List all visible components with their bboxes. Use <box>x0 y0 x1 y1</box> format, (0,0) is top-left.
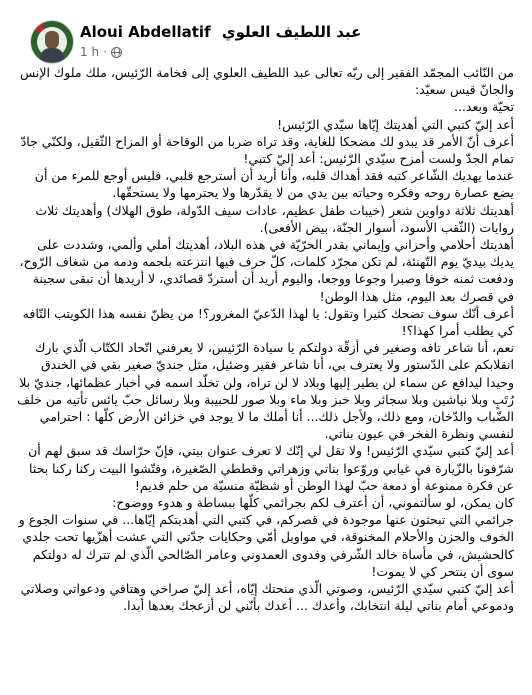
post-paragraph: أعرف أنّ الأمر قد يبدو لك مضحكا للغاية، وقد تراه ضربا من الوقاحة أو المزاح الثّقيل، ولكنّي جادّ تمام الجدّ ولست أمزح سيّدي الرّئيس: أعد إليّ كتبي! <box>20 133 514 167</box>
post-paragraph: كان يمكن، لو سألتموني، أن أعترف لكم بجرائمي كلّها ببساطة و هدوء ووضوح: <box>112 495 514 511</box>
post-paragraph: تحيّة وبعد... <box>453 99 514 115</box>
post-header <box>10 8 522 64</box>
globe-icon <box>111 47 122 58</box>
author-name-row[interactable] <box>80 23 367 41</box>
post-paragraph: أهديتك ثلاثة دواوين شعر (خيبات طفل عظيم، عادات سيف الدّولة، طوق الهلاك) وأهديتك ثلاث روايات (الثّقب الأسود، أسوار الجنّة، بيض الأفعى). <box>35 202 514 235</box>
post-paragraph: نعم، أنا شاعر تافه وصغير في أزقّة دولتكم يا سيادة الرّئيس، لا يعرفني اتّحاد الكتّاب الّذي بارك انقلابكم على الدّستور ولا يعترف بي، أنا شاعر فقير وضئيل، مثل جنديّ صغير بقي في الخندق وحيدا ليدافع عن سماء لن يطير إليها وبلاد لا لن تراه، ولن تخلّد اسمه في أخبار عظمائها، جنديّ بلا رُتَبٍ وبلا نياشين وبلا سجائر وبلا خبز وبلا ماء وبلا صور للحبيبة وبلا رسائل حبّ يائس تأتيه من خلف الضّباب والدّخان، ومع ذلك، ولأجل ذلك... أنا أملك ما لا يوجد في خزائن الأرض كلّها : احترامي لنفسي ونظرة الفخر في عيون بناتي. <box>17 340 514 442</box>
post-body <box>10 64 522 615</box>
post-timestamp[interactable]: 1 h <box>80 45 100 59</box>
post-paragraph: جرائمي التي تبحثون عنها موجودة في قصركم، في كتبي التي أهديتكم إيّاها... في سنوات الجوع و الخوف والحزن والأحلام المخنوقة، في مواويل أمّي وحكايات جدّتي التي عشت أهزّيها تحت جلدي كالحشيش، في مأساة خالد الشّرفي وفدوى العمدوني وعامر الصّالحي الّذي لم تترك له دولتكم سوى أن ينتحر كي لا يموت! <box>18 512 514 579</box>
post-paragraph: عندما يهديك الشّاعر كتبه فقد أهداك قلبه، وأنا أريد أن أسترجع قلبي، فليس أوجع للمرء من أن يضع عصارة روحه وفكره وحياته بين يدي من لا يقدّرها ولا يحترمها ولا يستحقّها. <box>34 168 514 201</box>
author-name-arabic[interactable]: عبد اللطيف العلوي <box>221 23 362 41</box>
post-meta: 1 h · <box>80 45 122 59</box>
post-paragraph: أعد إليّ كتبي التي أهديتك إيّاها سيّدي الرّئيس! <box>277 116 514 132</box>
post-paragraph: من النّائب المجمّد الفقير إلى ربّه تعالى عبد اللطيف العلوي إلى فخامة الرّئيس، ملك ملوك الإنس والجانّ قيس سعيّد: <box>19 65 514 98</box>
post-paragraph: أعرف أنّك سوف تضحك كثيرا وتقول: يا لهذا الدّعيّ المغرور؟! من يظنّ نفسه هذا الكويتب التّافه كي يطلب أمرا كهذا؟! <box>22 305 514 339</box>
post-paragraph: أعد إليّ كتبي سيّدي الرّئيس! ولا تقل لي إنّك لا تعرف عنوان بيتي، فإنّ حرّاسك قد سبق لهم أن شرّفونا بالزّيارة في غيابي وروّعوا بناتي وزهراتي وقططي الصّغيرة، وفتّشوا البيت ركنا ركنا بحثا عن فكرة ممنوعة أو دمعة حبّ لهذا الوطن أو شظيّة منسيّة من حلم قديم! <box>28 443 514 493</box>
post-paragraph: أعد إليّ كتبي سيّدي الرّئيس، وصوتي الّذي منحتك إيّاه، أعد إليّ صراخي وهتافي ودعواتي وصلاتي ودموعي أمام بناتي ليلة انتخابك، وأعدك ... أعدك بأنّني لن أزعجك بعدها أبدا. <box>20 581 514 614</box>
author-avatar[interactable] <box>30 20 74 64</box>
post-paragraph: أهديتك أحلامي وأحزاني وإيماني بقدر الحرّيّة في هذه البلاد، أهديتك أملي وألمي، وشددت على يديك بيديّ يوم التّهنئة، لم تكن مجرّد كلمات، كلّ حرف فيها انتزعته بلحمه ودمه من شغاف الرّوح، ودفعت ثمنه خوفا وصبرا وجوعا ووجعا، واليوم أريد أن أستردّ قصائدي، لا أريدها أن تبقى سجينة في قصرك بعد اليوم، مثل هذا الوطن! <box>19 237 514 304</box>
author-name[interactable]: Aloui Abdellatif <box>80 23 211 41</box>
